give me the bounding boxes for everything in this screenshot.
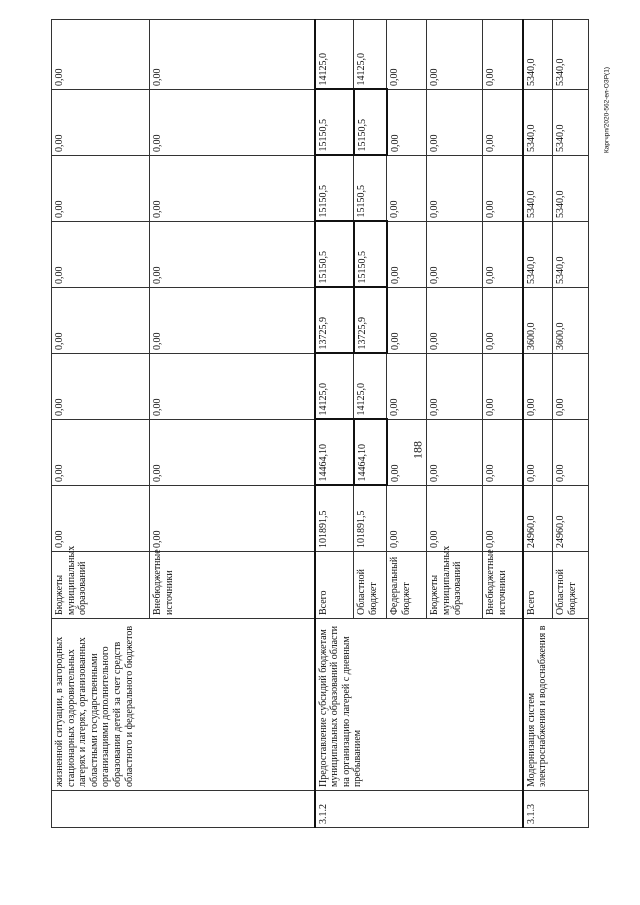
value-cell: 15150,5: [354, 90, 387, 156]
funding-source-cell: Областной бюджет: [354, 552, 387, 619]
value-cell: 5340,0: [523, 20, 553, 90]
page-number: 188: [410, 441, 425, 459]
value-cell: 15150,5: [315, 156, 354, 222]
value-cell: 0,00: [150, 486, 315, 552]
value-cell: 14125,0: [354, 20, 387, 90]
value-cell: 15150,5: [354, 156, 387, 222]
value-cell: 13725,9: [354, 288, 387, 354]
value-cell: 0,00: [427, 288, 483, 354]
value-cell: 0,00: [387, 354, 427, 420]
value-cell: 15150,5: [315, 90, 354, 156]
funding-source-cell: Областной бюджет: [553, 552, 589, 619]
value-cell: 0,00: [387, 486, 427, 552]
budget-table: [51, 19, 589, 828]
value-cell: 0,00: [387, 20, 427, 90]
value-cell: 0,00: [427, 420, 483, 486]
value-cell: 5340,0: [523, 156, 553, 222]
row-number-cell: [52, 791, 315, 828]
value-cell: 0,00: [52, 156, 150, 222]
value-cell: 0,00: [52, 420, 150, 486]
value-cell: 14125,0: [354, 354, 387, 420]
value-cell: 0,00: [523, 354, 553, 420]
event-name-cell: Модернизация систем электроснабжения и водоснабжения в: [523, 619, 589, 791]
row-number-cell: 3.1.2: [315, 791, 523, 828]
value-cell: 0,00: [52, 354, 150, 420]
value-cell: 5340,0: [523, 90, 553, 156]
value-cell: 0,00: [387, 156, 427, 222]
event-name-cell: Предоставление субсидий бюджетам муниципальных образований области на организацию лагерей с дневным пребыванием: [315, 619, 523, 791]
value-cell: 5340,0: [553, 90, 589, 156]
value-cell: 14125,0: [315, 20, 354, 90]
value-cell: 14464,10: [354, 420, 387, 486]
value-cell: 15150,5: [315, 222, 354, 288]
document-stamp: Каргчрп/2020-562-ел-ОЗР(1): [603, 67, 611, 153]
value-cell: 0,00: [150, 90, 315, 156]
value-cell: 0,00: [52, 486, 150, 552]
value-cell: 0,00: [427, 222, 483, 288]
value-cell: 0,00: [523, 420, 553, 486]
value-cell: 0,00: [427, 486, 483, 552]
table-row: [52, 20, 150, 828]
value-cell: 0,00: [150, 420, 315, 486]
value-cell: 0,00: [483, 288, 523, 354]
value-cell: 24960,0: [523, 486, 553, 552]
value-cell: 0,00: [427, 90, 483, 156]
value-cell: 0,00: [387, 222, 427, 288]
value-cell: 5340,0: [553, 156, 589, 222]
value-cell: 0,00: [483, 354, 523, 420]
value-cell: 0,00: [483, 20, 523, 90]
rotated-table-wrapper: [51, 20, 578, 828]
value-cell: 0,00: [52, 90, 150, 156]
value-cell: 0,00: [52, 288, 150, 354]
value-cell: 0,00: [427, 354, 483, 420]
funding-source-cell: Бюджеты муниципальных образований: [427, 552, 483, 619]
value-cell: 0,00: [150, 354, 315, 420]
value-cell: 0,00: [483, 90, 523, 156]
value-cell: 0,00: [427, 20, 483, 90]
table-row: [315, 20, 354, 828]
value-cell: 0,00: [483, 420, 523, 486]
funding-source-cell: Всего: [523, 552, 553, 619]
value-cell: 0,00: [483, 222, 523, 288]
funding-source-cell: Внебюджетные источники: [483, 552, 523, 619]
value-cell: 0,00: [150, 222, 315, 288]
value-cell: 13725,9: [315, 288, 354, 354]
funding-source-cell: Всего: [315, 552, 354, 619]
funding-source-cell: Федеральный бюджет: [387, 552, 427, 619]
value-cell: 0,00: [387, 288, 427, 354]
table-row: [523, 20, 553, 828]
value-cell: 0,00: [150, 20, 315, 90]
value-cell: 0,00: [553, 420, 589, 486]
funding-source-cell: Бюджеты муниципальных образований: [52, 552, 150, 619]
value-cell: 0,00: [387, 90, 427, 156]
value-cell: 0,00: [483, 486, 523, 552]
value-cell: 101891,5: [354, 486, 387, 552]
value-cell: 5340,0: [553, 222, 589, 288]
row-number-cell: 3.1.3: [523, 791, 589, 828]
value-cell: 0,00: [52, 20, 150, 90]
value-cell: 101891,5: [315, 486, 354, 552]
value-cell: 5340,0: [523, 222, 553, 288]
value-cell: 0,00: [52, 222, 150, 288]
value-cell: 3600,0: [523, 288, 553, 354]
value-cell: 0,00: [427, 156, 483, 222]
value-cell: 24960,0: [553, 486, 589, 552]
value-cell: 5340,0: [553, 20, 589, 90]
value-cell: 15150,5: [354, 222, 387, 288]
value-cell: 0,00: [150, 156, 315, 222]
value-cell: 0,00: [483, 156, 523, 222]
value-cell: 3600,0: [553, 288, 589, 354]
value-cell: 0,00: [553, 354, 589, 420]
value-cell: 0,00: [150, 288, 315, 354]
event-name-cell: жизненной ситуации, в загородных стационарных оздоровительных лагерях и лагерях, организованных областными государственными организациями дополнительного образования детей за счет средств областного и федерального бюджетов: [52, 619, 315, 791]
value-cell: 14464,10: [315, 420, 354, 486]
value-cell: 0,00: [387, 420, 427, 486]
value-cell: 14125,0: [315, 354, 354, 420]
funding-source-cell: Внебюджетные источники: [150, 552, 315, 619]
